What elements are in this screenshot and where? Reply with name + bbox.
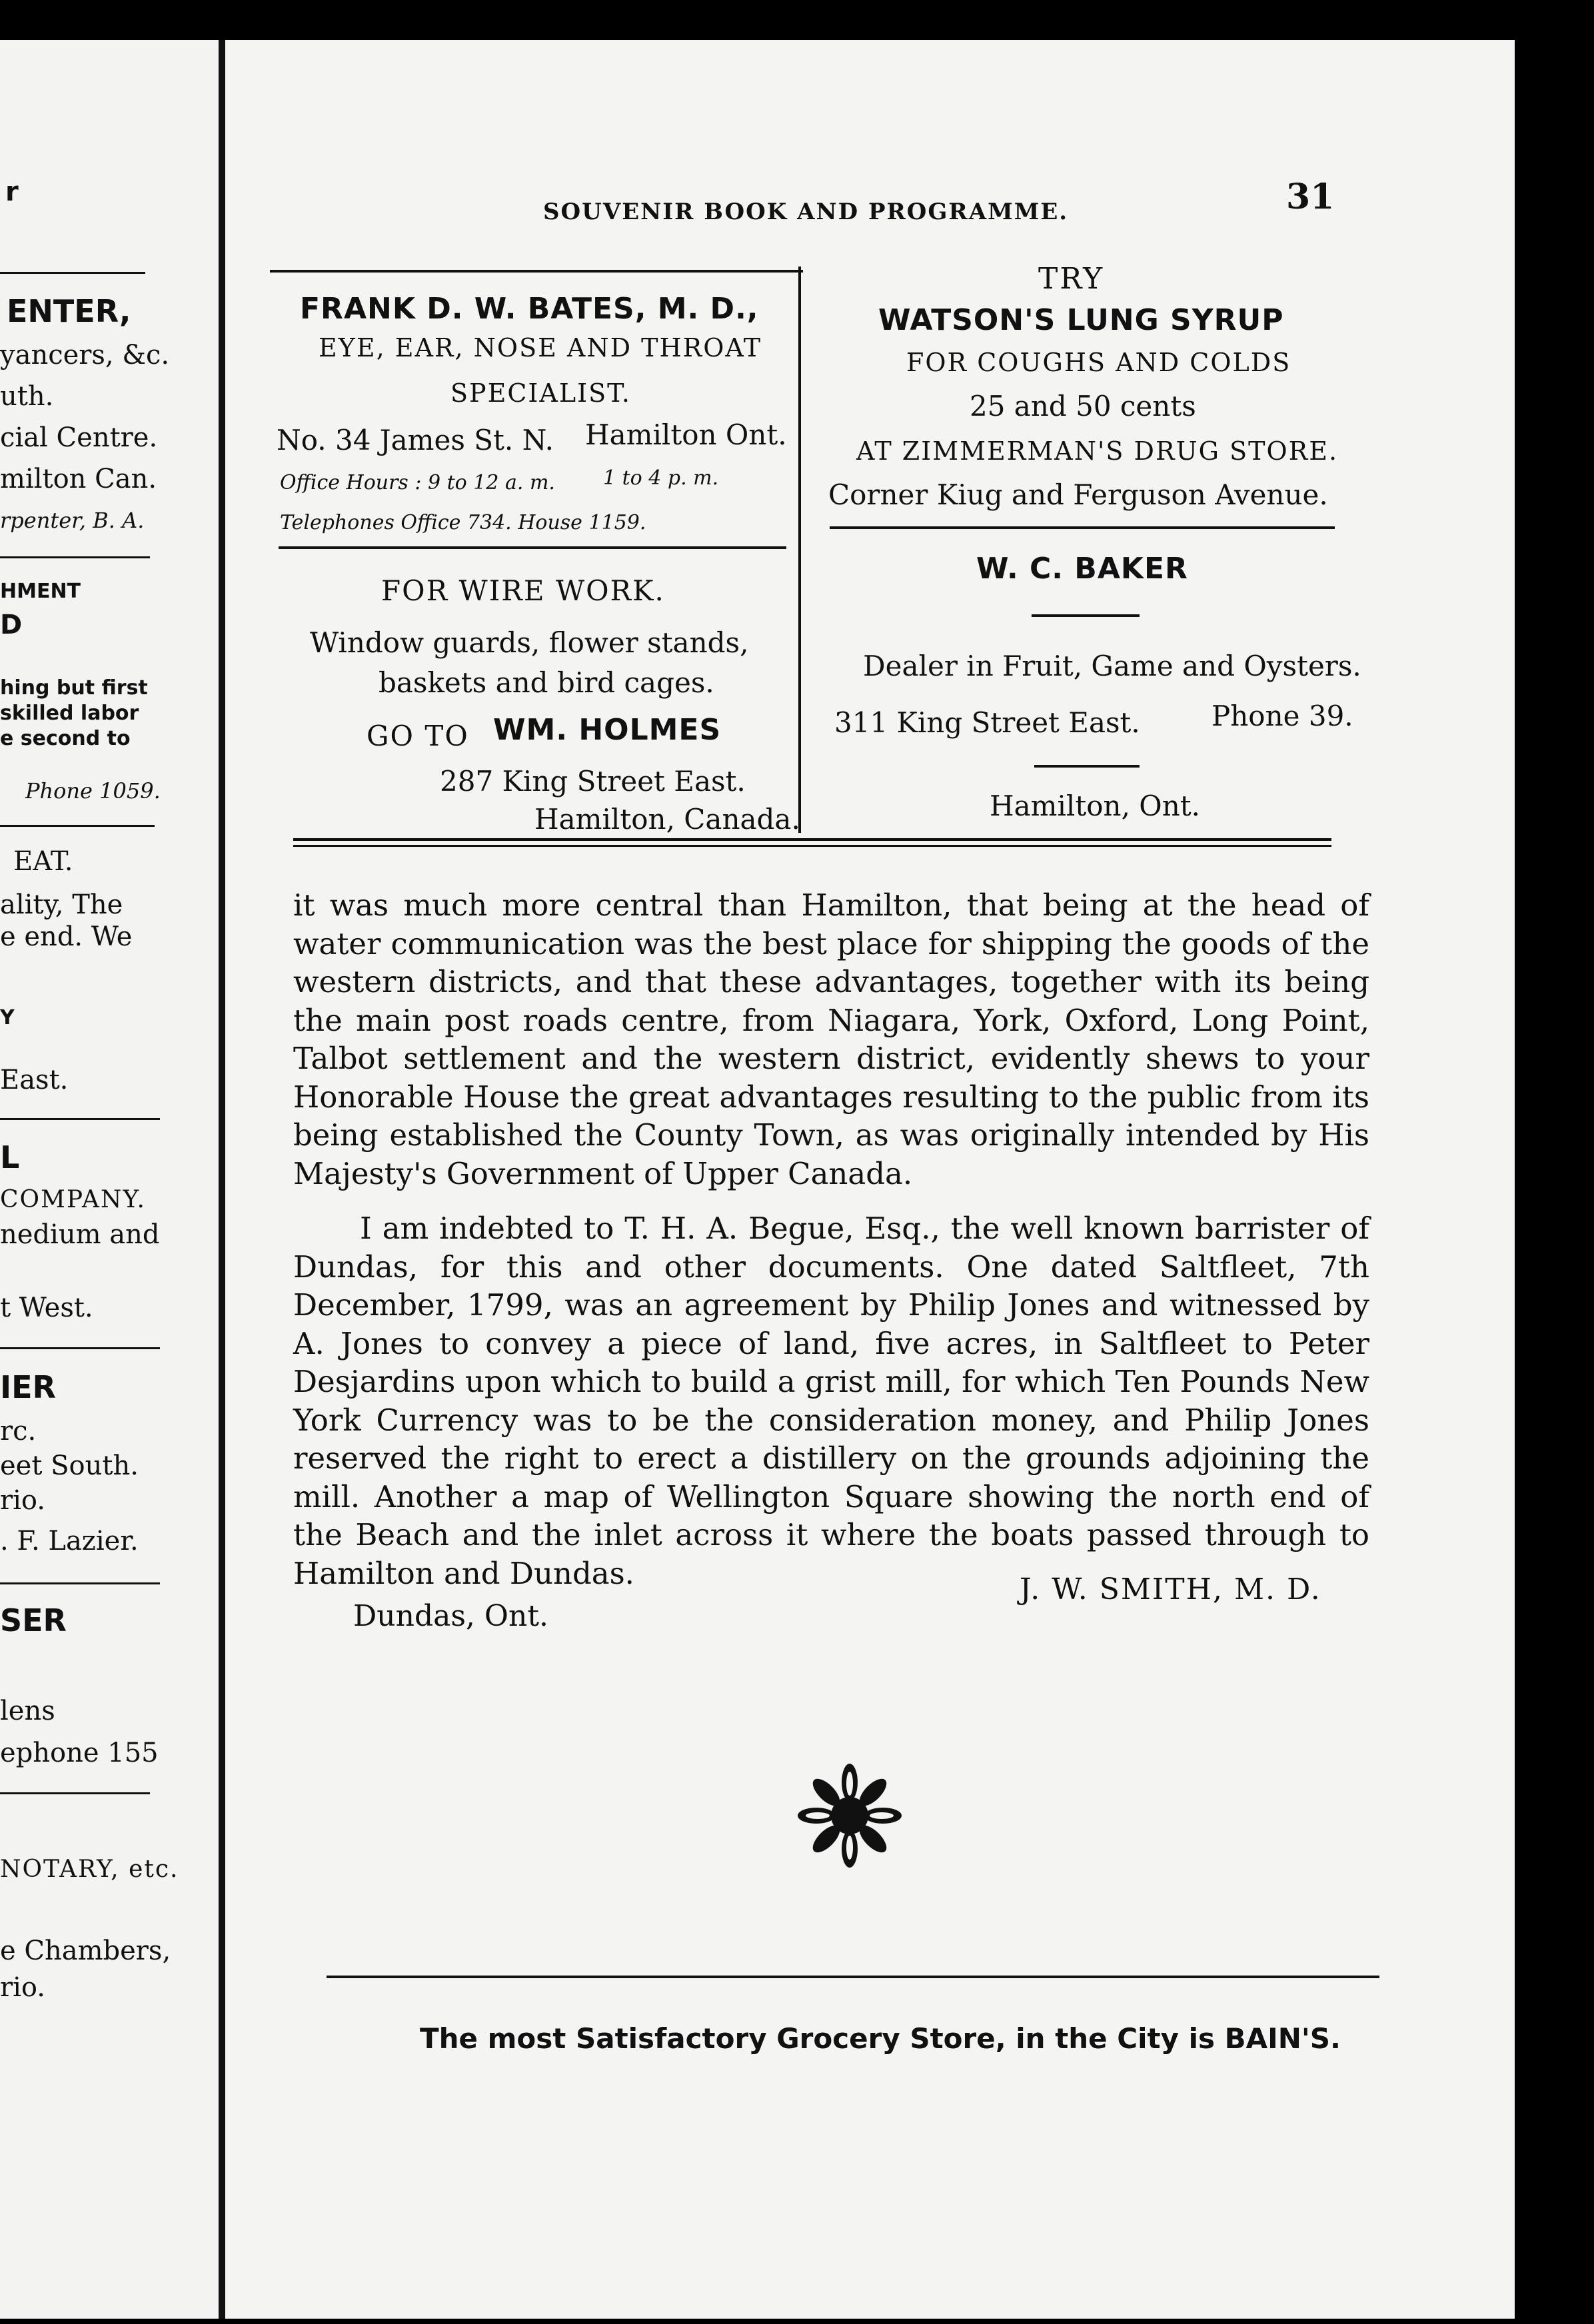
left-line: lens [0,1696,55,1726]
left-line: NOTARY, etc. [0,1856,179,1883]
ad-holmes-line1: Window guards, flower stands, [310,626,749,659]
divider [0,1347,160,1349]
ad-bates-city: Hamilton Ont. [585,418,787,451]
divider [0,1582,160,1584]
page-gutter [219,40,225,2319]
left-line: rio. [0,1485,46,1516]
left-line: COMPANY. [0,1186,146,1213]
divider [279,546,786,549]
page-edge [1515,0,1594,2324]
left-line: hing but first [0,676,148,700]
left-line: L [0,1139,20,1175]
left-line: rc. [0,1416,37,1447]
left-line: IER [0,1369,56,1405]
flower-ornament-icon [796,1762,903,1869]
ad-bates-phones: Telephones Office 734. House 1159. [280,511,646,534]
left-line: uth. [0,381,54,412]
ad-baker-address: 311 King Street East. [834,706,1140,739]
page-number: 31 [1286,177,1335,217]
paragraph: I am indebted to T. H. A. Begue, Esq., the well known barrister of Dundas, for this and other documents. One dated Saltfleet, 7th December, 1799, was an agreement by Philip Jones and witnessed by A. Jones to convey a piece of land, five acres, in Saltfleet to Peter Desjardins upon which to build a grist mill, for which Ten Pounds New York Currency was to be the consideration money, and Philip Jones reserved the right to erect a distillery on the grounds adjoining the mill. Another a map of Wellington Square showing the north end of the Beach and the inlet across it where the boats passed through to Hamilton and Dundas. [293,1211,1369,1591]
ad-bates-address: No. 34 James St. N. [277,424,554,456]
left-line: rpenter, B. A. [0,508,145,533]
double-rule-top [293,838,1331,841]
ad-bates-name: FRANK D. W. BATES, M. D., [300,292,759,326]
ad-bates-line2: SPECIALIST. [450,378,631,408]
left-line: e end. We [0,921,133,952]
left-line: nedium and [0,1219,160,1250]
ad-bates-line1: EYE, EAR, NOSE AND THROAT [319,333,762,362]
divider [0,1792,150,1794]
ad-holmes-address: 287 King Street East. [440,765,746,798]
left-line: r [5,177,19,207]
left-line: Y [0,1006,15,1029]
ad-watson-line4: Corner Kiug and Ferguson Avenue. [828,478,1328,511]
ad-baker-line1: Dealer in Fruit, Game and Oysters. [863,650,1361,682]
left-line: e Chambers, [0,1936,171,1966]
ad-baker-name: W. C. BAKER [976,552,1188,586]
divider [830,526,1335,529]
left-line: HMENT [0,580,81,603]
divider [0,825,155,827]
divider [1034,765,1140,768]
left-line: eet South. [0,1451,139,1481]
divider [0,272,145,274]
footer-rule [327,1976,1379,1978]
left-line: ENTER, [7,293,131,329]
ad-holmes-goto: GO TO [367,720,469,752]
left-line: SER [0,1602,67,1638]
left-line: East. [0,1065,69,1095]
article-body [293,886,1369,1592]
left-line: cial Centre. [0,422,158,453]
divider [1032,614,1140,617]
footer-advert: The most Satisfactory Grocery Store, in the City is BAIN'S. [420,2022,1341,2055]
signature: J. W. SMITH, M. D. [1020,1572,1321,1606]
left-line: ephone 155 [0,1738,159,1768]
left-line: t West. [0,1293,93,1323]
ad-top-rule [270,270,803,273]
left-line: skilled labor [0,702,139,725]
left-line: yancers, &c. [0,340,170,370]
divider [0,556,150,558]
left-line: ality, The [0,889,123,920]
ad-watson-line2: 25 and 50 cents [970,390,1196,422]
divider [0,1118,160,1120]
ad-holmes-line2: baskets and bird cages. [379,666,714,699]
ad-watson-name: WATSON'S LUNG SYRUP [878,303,1284,337]
ad-baker-phone: Phone 39. [1211,700,1353,732]
ad-holmes-city: Hamilton, Canada. [534,803,800,836]
paragraph: it was much more central than Hamilton, that being at the head of water communication was the best place for shipping the goods of the western districts, and that these advantages, together with its being the main post roads centre, from Niagara, York, Oxford, Long Point, Talbot settlement and the western district, evidently shews to your Honorable House the great advantages resulting to the public from its being established the County Town, as was originally intended by His Majesty's Government of Upper Canada. [293,887,1369,1191]
left-line: milton Can. [0,464,157,494]
double-rule-bottom [293,845,1331,847]
ad-holmes-title: FOR WIRE WORK. [381,574,665,607]
left-line: . F. Lazier. [0,1526,139,1556]
ad-bates-hours: Office Hours : 9 to 12 a. m. [280,471,555,494]
dateline: Dundas, Ont. [353,1599,548,1633]
left-line: e second to [0,727,131,750]
ad-watson-try: TRY [1038,262,1105,296]
ad-holmes-name: WM. HOLMES [493,713,722,747]
left-line: rio. [0,1972,46,2003]
left-line: EAT. [13,846,73,877]
left-line: D [0,610,23,640]
ad-bates-hours2: 1 to 4 p. m. [603,466,719,490]
ad-baker-city: Hamilton, Ont. [990,790,1200,822]
ad-watson-line3: AT ZIMMERMAN'S DRUG STORE. [856,436,1339,466]
ad-watson-line1: FOR COUGHS AND COLDS [906,348,1291,377]
left-line: Phone 1059. [25,778,161,804]
ad-column-divider [798,267,801,833]
running-header: SOUVENIR BOOK AND PROGRAMME. [543,199,1069,225]
